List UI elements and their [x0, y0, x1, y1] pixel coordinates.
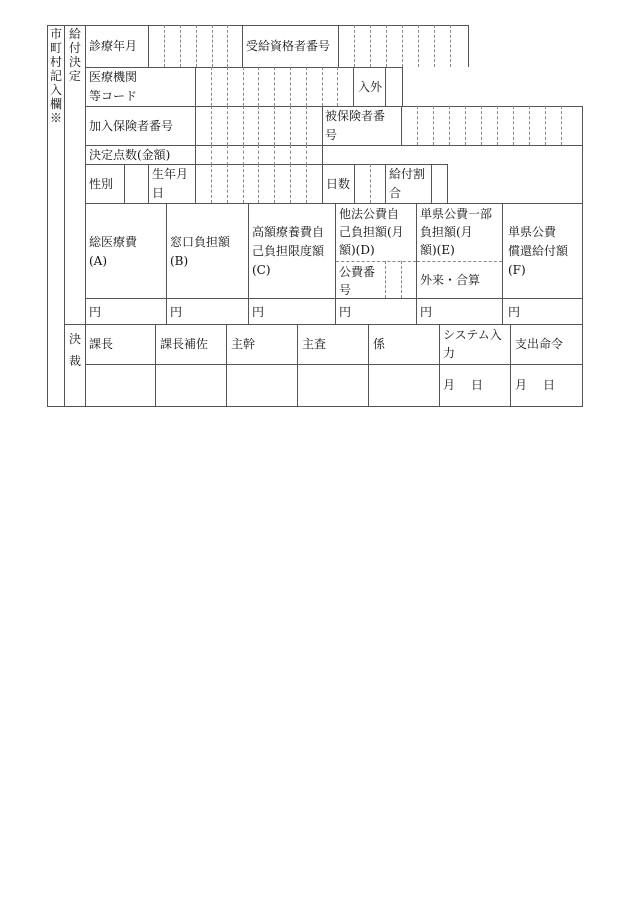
- in-out-label: 入外: [358, 80, 383, 94]
- system-input-label-line2: 力: [443, 346, 456, 360]
- benefit-rate-label-line1: 給付割: [389, 167, 426, 181]
- yen-unit: 円: [89, 305, 102, 319]
- window-payment-label-line1: 窓口負担額: [170, 235, 231, 249]
- payment-order-label: 支出命令: [515, 337, 564, 351]
- pref-refund-label-line1: 単県公費: [508, 225, 557, 239]
- outpatient-total-label: 外来・合算: [420, 273, 481, 287]
- total-medical-label-line2: (A): [89, 254, 108, 268]
- other-law-label-line2: 己負担額(月: [339, 225, 404, 239]
- system-input-label-line1: システム入: [443, 328, 502, 342]
- payment-order-month: 月: [515, 378, 528, 392]
- system-input-day: 日: [471, 378, 484, 392]
- benefit-decision-label: 給付決定: [68, 27, 81, 83]
- approval-label: 決裁: [68, 332, 81, 368]
- recipient-number-label: 受給資格者番号: [246, 39, 331, 53]
- benefit-rate-label-line2: 合: [389, 186, 402, 200]
- pref-partial-label-line2: 負担額(月: [420, 225, 473, 239]
- pref-partial-label-line1: 単県公費一部: [420, 207, 493, 221]
- other-law-label-line3: 額)(D): [339, 243, 375, 257]
- sex-label: 性別: [89, 177, 114, 191]
- yen-unit: 円: [508, 305, 521, 319]
- institution-code-label-line1: 医療機関: [89, 70, 138, 84]
- other-law-label-line1: 他法公費自: [339, 207, 400, 221]
- birth-label-line1: 生年月: [152, 167, 189, 181]
- pref-refund-label-line2: 償還給付額: [508, 244, 569, 258]
- high-cost-label-line2: 己負担限度額: [252, 244, 325, 258]
- insurer-number-label: 加入保険者番号: [89, 119, 174, 133]
- days-label: 日数: [326, 177, 351, 191]
- pref-refund-label-line3: (F): [508, 263, 526, 277]
- insured-number-label-line1: 被保険者番: [325, 109, 386, 123]
- yen-unit: 円: [420, 305, 433, 319]
- staff-label: 係: [373, 337, 386, 351]
- consult-month-label: 診療年月: [89, 39, 138, 53]
- public-number-label-line1: 公費番: [339, 265, 376, 279]
- yen-unit: 円: [339, 305, 352, 319]
- total-medical-label-line1: 総医療費: [89, 235, 138, 249]
- municipality-label: 市町村記入欄※: [49, 27, 62, 125]
- birth-label-line2: 日: [152, 186, 165, 200]
- system-input-month: 月: [443, 378, 456, 392]
- high-cost-label-line3: (C): [252, 263, 271, 277]
- high-cost-label-line1: 高額療養費自: [252, 225, 325, 239]
- institution-code-label-line2: 等コード: [89, 89, 138, 103]
- payment-order-day: 日: [543, 378, 556, 392]
- section-chief-label: 課長: [89, 337, 114, 351]
- yen-unit: 円: [170, 305, 183, 319]
- yen-unit: 円: [252, 305, 265, 319]
- window-payment-label-line2: (B): [170, 254, 189, 268]
- decided-points-label: 決定点数(金額): [89, 148, 171, 162]
- insured-number-label-line2: 号: [325, 128, 338, 142]
- inspector-label: 主査: [302, 337, 327, 351]
- public-number-label-line2: 号: [339, 283, 352, 297]
- pref-partial-label-line3: 額)(E): [420, 243, 455, 257]
- manager-label: 主幹: [231, 337, 256, 351]
- deputy-chief-label: 課長補佐: [160, 337, 209, 351]
